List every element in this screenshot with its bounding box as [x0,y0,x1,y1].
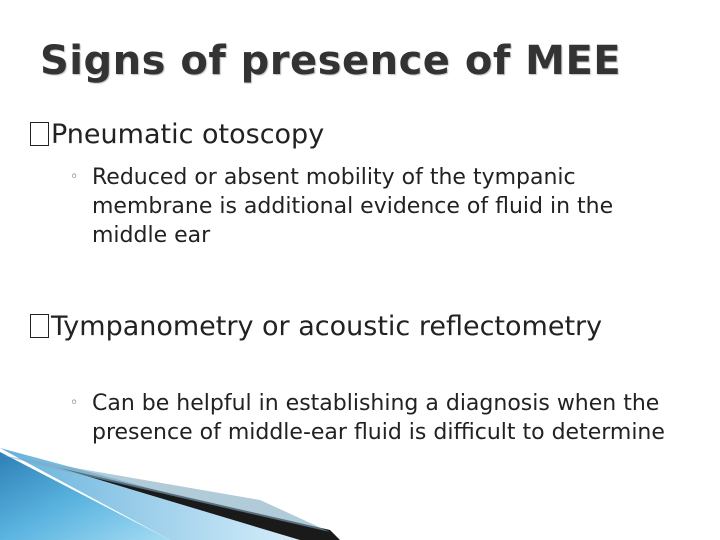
bullet-heading: Tympanometry or acoustic reflectometry [51,311,603,342]
sub-bullet-otoscopy [70,163,690,250]
bullet-heading: Pneumatic otoscopy [51,119,325,150]
bullet-pneumatic-otoscopy [30,118,690,152]
sub-bullet-text: Can be helpful in establishing a diagnosis when the presence of middle-ear fluid is difficult to determine [92,391,665,445]
ring-bullet-icon: ◦ [70,395,79,411]
slide-title: Signs of presence of MEE [40,38,622,84]
ring-bullet-icon: ◦ [70,169,79,185]
sub-bullet-text: Reduced or absent mobility of the tympanic membrane is additional evidence of fluid in the middle ear [92,165,614,248]
bullet-tympanometry [30,310,690,344]
bullet-box-icon [30,314,49,338]
bullet-box-icon [30,122,49,146]
sub-bullet-tympanometry [70,389,690,447]
